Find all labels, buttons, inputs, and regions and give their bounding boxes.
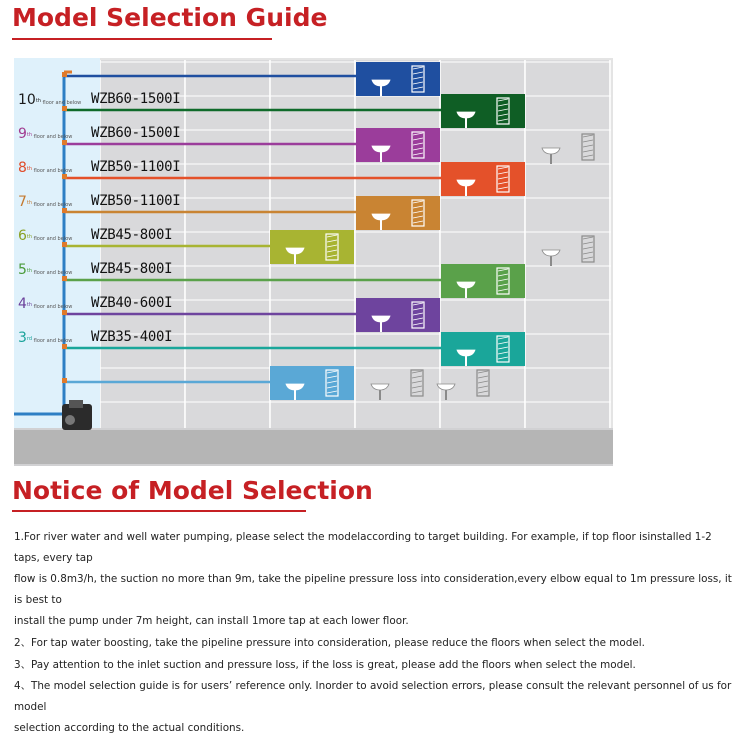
floor-label bbox=[18, 258, 72, 280]
room-fill bbox=[441, 162, 525, 196]
floor-label bbox=[18, 190, 72, 212]
faucet-icon bbox=[465, 288, 467, 298]
ground bbox=[14, 430, 613, 464]
model-label: WZB50-1100I bbox=[91, 159, 181, 175]
notice-title: Notice of Model Selection bbox=[12, 476, 373, 505]
wall-column bbox=[525, 60, 609, 430]
faucet-icon bbox=[465, 118, 467, 128]
floor-number: 8 bbox=[18, 160, 27, 176]
faucet-icon bbox=[379, 390, 381, 400]
notice-text bbox=[14, 527, 736, 740]
notice-line: 3、Pay attention to the inlet suction and pressure loss, if the loss is great, please add the floors when select the model. bbox=[14, 658, 636, 671]
room-box bbox=[270, 230, 354, 264]
floor-number: 6 bbox=[18, 228, 27, 244]
floor-number: 5 bbox=[18, 262, 27, 278]
notice-line: install the pump under 7m height, can install 1more tap at each lower floor. bbox=[14, 615, 409, 628]
floor-ordinal: th bbox=[26, 268, 33, 274]
floor-number: 4 bbox=[18, 296, 27, 312]
floor-ordinal: rd bbox=[26, 336, 33, 342]
room-fill bbox=[270, 230, 354, 264]
faucet-icon bbox=[380, 86, 382, 96]
floor-number: 9 bbox=[18, 126, 27, 142]
room-fill bbox=[441, 332, 525, 366]
floor-label bbox=[18, 292, 72, 314]
floor-ordinal: th bbox=[35, 98, 41, 104]
floor-ordinal: th bbox=[26, 200, 33, 206]
floor-label bbox=[18, 122, 72, 144]
floor-ordinal: th bbox=[26, 234, 33, 240]
notice-line: selection according to the actual conditions. bbox=[14, 722, 245, 735]
faucet-icon bbox=[550, 256, 552, 266]
notice-title-underline bbox=[12, 510, 306, 512]
floor-ordinal: th bbox=[26, 132, 33, 138]
floor-label bbox=[18, 326, 72, 348]
faucet-icon bbox=[550, 154, 552, 164]
floor-number: 10 bbox=[18, 92, 36, 108]
model-label: WZB50-1100I bbox=[91, 193, 181, 209]
room-fill bbox=[270, 366, 354, 400]
guide-title: Model Selection Guide bbox=[12, 3, 328, 32]
pump-motor bbox=[69, 400, 83, 408]
notice-line: 4、The model selection guide is for users’ reference only. Inorder to avoid selection errors, please consult the relevant personnel of us for model bbox=[14, 680, 732, 713]
room-fill bbox=[356, 128, 440, 162]
floor-label bbox=[18, 224, 72, 246]
room-fill bbox=[441, 94, 525, 128]
room-box bbox=[356, 62, 440, 96]
floor-ordinal: th bbox=[26, 166, 33, 172]
floor-number: 3 bbox=[18, 330, 27, 346]
room-box bbox=[270, 366, 354, 400]
floor-and-below: floor and below bbox=[32, 236, 73, 242]
floor-and-below: floor and below bbox=[32, 338, 73, 344]
floor-and-below: floor and below bbox=[32, 168, 73, 174]
room-box bbox=[441, 332, 525, 366]
model-label: WZB40-600I bbox=[91, 295, 173, 311]
room-fill bbox=[356, 298, 440, 332]
room-fill bbox=[441, 264, 525, 298]
model-label: WZB60-1500I bbox=[91, 125, 181, 141]
room-box bbox=[356, 128, 440, 162]
faucet-icon bbox=[380, 152, 382, 162]
floor-ordinal: th bbox=[26, 302, 33, 308]
faucet-icon bbox=[465, 186, 467, 196]
room-box bbox=[441, 94, 525, 128]
floor-label bbox=[18, 88, 81, 110]
faucet-icon bbox=[294, 390, 296, 400]
booster-pump-icon bbox=[62, 400, 92, 430]
model-label: WZB45-800I bbox=[91, 261, 173, 277]
room-box bbox=[356, 298, 440, 332]
model-label: WZB35-400I bbox=[91, 329, 173, 345]
room-box bbox=[441, 162, 525, 196]
model-label: WZB60-1500I bbox=[91, 91, 181, 107]
floor-and-below: floor and below bbox=[32, 270, 73, 276]
floor-and-below: floor and below bbox=[32, 134, 73, 140]
notice-line: flow is 0.8m3/h, the suction no more than 9m, take the pipeline pressure loss into consideration,every elbow equal to 1m pressure loss, it is best to bbox=[14, 573, 732, 606]
pipe-tee bbox=[62, 72, 67, 77]
building-diagram bbox=[14, 58, 613, 466]
room-box bbox=[356, 196, 440, 230]
pipe-tee bbox=[62, 378, 67, 383]
room-fill bbox=[356, 196, 440, 230]
room-box bbox=[441, 264, 525, 298]
floor-and-below: floor and below bbox=[40, 100, 82, 106]
floor-and-below: floor and below bbox=[32, 304, 73, 310]
faucet-icon bbox=[465, 356, 467, 366]
faucet-icon bbox=[380, 322, 382, 332]
notice-line: 2、For tap water boosting, take the pipeline pressure into consideration, please reduce the floors when select the model. bbox=[14, 636, 645, 649]
notice-line: 1.For river water and well water pumping, please select the modelaccording to target building. For example, if top floor isinstalled 1-2 taps, every tap bbox=[14, 531, 712, 564]
faucet-icon bbox=[294, 254, 296, 264]
room-fill bbox=[356, 62, 440, 96]
faucet-icon bbox=[380, 220, 382, 230]
floor-and-below: floor and below bbox=[32, 202, 73, 208]
wall-column bbox=[355, 60, 439, 430]
guide-title-underline bbox=[12, 38, 272, 40]
floor-number: 7 bbox=[18, 194, 27, 210]
model-label: WZB45-800I bbox=[91, 227, 173, 243]
floor-label bbox=[18, 156, 72, 178]
pump-gauge bbox=[65, 415, 75, 425]
faucet-icon bbox=[445, 390, 447, 400]
